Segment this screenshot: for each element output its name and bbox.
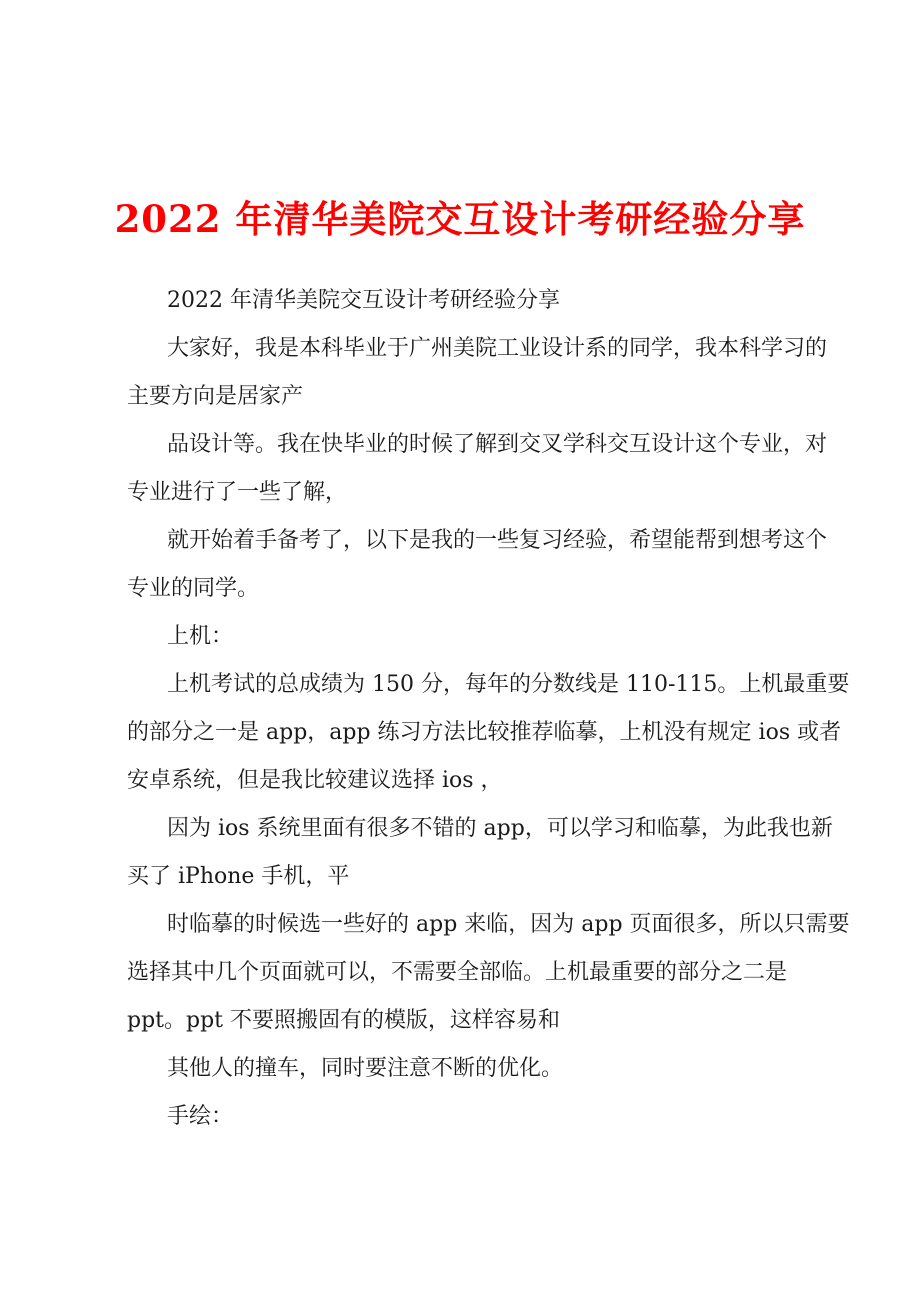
text-line: 其他人的撞车，同时要注意不断的优化。 — [167, 1056, 564, 1081]
text-line: 专业的同学。 — [127, 576, 260, 601]
text-line: ppt。ppt 不要照搬固有的模版，这样容易和 — [127, 1008, 561, 1033]
text-line: 的部分之一是 app，app 练习方法比较推荐临摹，上机没有规定 ios 或者 — [127, 720, 842, 745]
text-line: 安卓系统，但是我比较建议选择 ios ， — [127, 768, 503, 793]
text-line: 大家好，我是本科毕业于广州美院工业设计系的同学，我本科学习的 — [167, 336, 828, 361]
text-line: 买了 iPhone 手机，平 — [127, 864, 350, 889]
document-title: 2022 年清华美院交互设计考研经验分享 — [114, 197, 806, 241]
text-line: 上机考试的总成绩为 150 分，每年的分数线是 110-115。上机最重要 — [167, 672, 850, 697]
text-line: 因为 ios 系统里面有很多不错的 app，可以学习和临摹，为此我也新 — [167, 816, 833, 841]
text-line: 选择其中几个页面就可以，不需要全部临。上机最重要的部分之二是 — [127, 960, 788, 985]
text-line: 就开始着手备考了，以下是我的一些复习经验，希望能帮到想考这个 — [167, 528, 828, 553]
text-line: 主要方向是居家产 — [127, 384, 304, 409]
text-line: 2022 年清华美院交互设计考研经验分享 — [167, 288, 560, 313]
text-line: 时临摹的时候选一些好的 app 来临，因为 app 页面很多，所以只需要 — [167, 912, 850, 937]
text-line: 手绘： — [167, 1104, 234, 1129]
document-body — [127, 277, 850, 1141]
text-line: 专业进行了一些了解， — [127, 480, 348, 505]
text-line: 品设计等。我在快毕业的时候了解到交叉学科交互设计这个专业，对 — [167, 432, 828, 457]
text-line: 上机： — [167, 624, 234, 649]
